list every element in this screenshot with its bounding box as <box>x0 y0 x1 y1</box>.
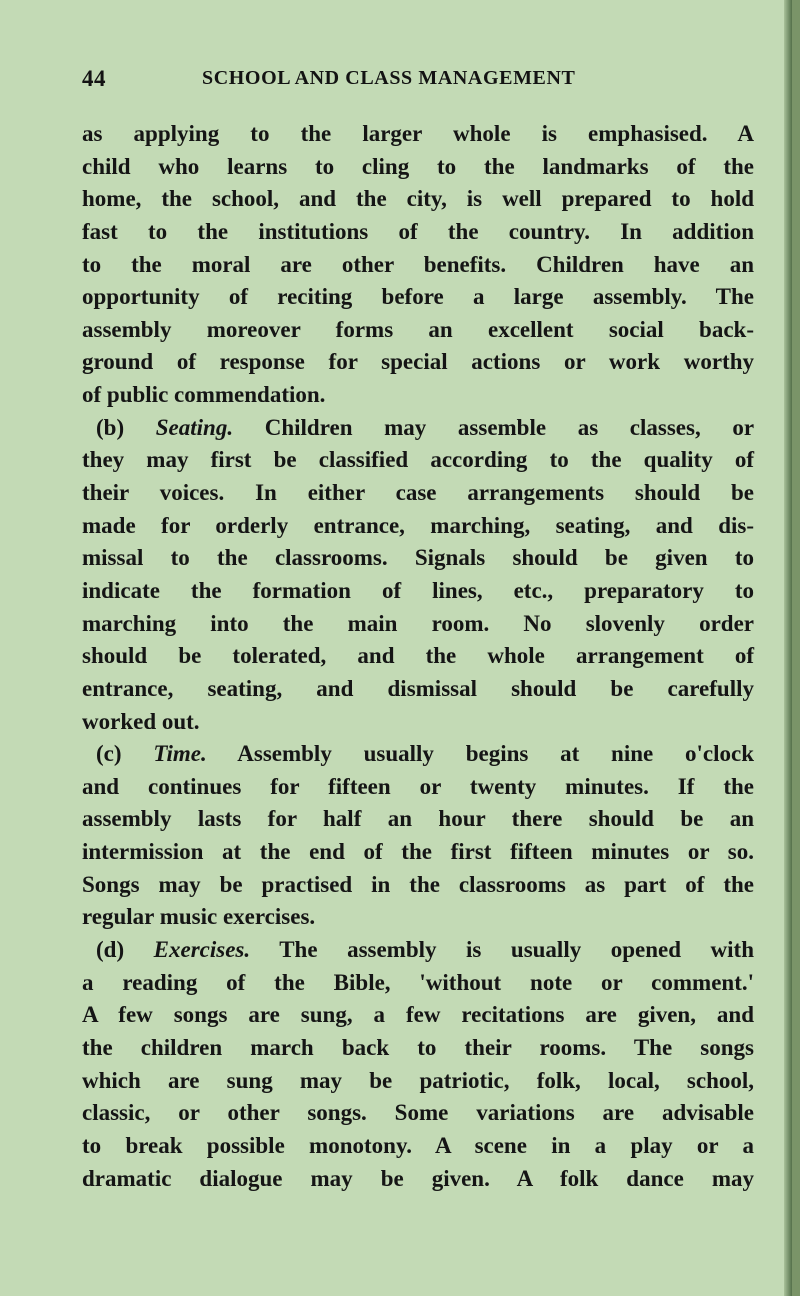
text-line: A few songs are sung, a few recitations are given, and <box>82 1002 754 1028</box>
text-line: as applying to the larger whole is emphasised. A <box>82 121 754 146</box>
text-line: home, the school, and the city, is well prepared to hold <box>82 186 754 212</box>
text-line: they may first be classified according to the quality of <box>82 447 754 473</box>
text-line: fast to the institutions of the country. In addition <box>82 218 754 244</box>
text-line: which are sung may be patriotic, folk, local, school, <box>82 1067 754 1093</box>
text-line: Songs may be practised in the classrooms as part of the <box>82 871 754 897</box>
section-heading-line <box>82 738 754 771</box>
text-line: regular music exercises. <box>82 904 316 930</box>
section-heading: Seating. <box>155 414 234 440</box>
body-text <box>82 118 754 1195</box>
text-line: and continues for fifteen or twenty minutes. If the <box>82 773 754 799</box>
text-line: entrance, seating, and dismissal should be carefully <box>82 675 754 701</box>
section-text: Assembly usually begins at nine o'clock <box>237 741 754 767</box>
text-line: should be tolerated, and the whole arrangement of <box>82 643 754 669</box>
text-line: assembly lasts for half an hour there should be an <box>82 806 754 832</box>
text-line: assembly moreover forms an excellent social back- <box>82 316 754 342</box>
section-marker: (d) <box>96 937 125 963</box>
section-heading: Exercises. <box>153 937 251 963</box>
text-line: worked out. <box>82 708 200 734</box>
text-line: the children march back to their rooms. The songs <box>82 1034 754 1060</box>
section-text: The assembly is usually opened with <box>279 937 754 963</box>
text-line: their voices. In either case arrangements should be <box>82 480 754 506</box>
text-line: intermission at the end of the first fifteen minutes or so. <box>82 839 754 865</box>
page-header <box>82 66 754 96</box>
section-heading-line <box>82 934 754 967</box>
text-line: to the moral are other benefits. Children have an <box>82 251 754 277</box>
text-line: of public commendation. <box>82 382 326 408</box>
running-head: SCHOOL AND CLASS MANAGEMENT <box>202 67 576 89</box>
page-edge <box>784 0 792 1296</box>
text-line: classic, or other songs. Some variations are advisable <box>82 1100 754 1126</box>
text-line: indicate the formation of lines, etc., preparatory to <box>82 577 754 603</box>
text-line: marching into the main room. No slovenly order <box>82 610 754 636</box>
text-line: ground of response for special actions or work worthy <box>82 349 754 375</box>
text-line: child who learns to cling to the landmarks of the <box>82 153 754 179</box>
text-line: made for orderly entrance, marching, seating, and dis- <box>82 512 754 538</box>
section-text: Children may assemble as classes, or <box>264 414 755 440</box>
text-line: opportunity of reciting before a large assembly. The <box>82 284 754 310</box>
text-line: missal to the classrooms. Signals should be given to <box>82 545 754 571</box>
section-marker: (b) <box>96 414 125 440</box>
text-line: a reading of the Bible, 'without note or comment.' <box>82 969 754 995</box>
text-line: to break possible monotony. A scene in a play or a <box>82 1132 754 1158</box>
section-heading: Time. <box>153 741 207 767</box>
section-marker: (c) <box>96 741 122 767</box>
page-number: 44 <box>82 66 106 91</box>
section-heading-line <box>82 412 754 445</box>
text-line: dramatic dialogue may be given. A folk dance may <box>82 1165 754 1191</box>
